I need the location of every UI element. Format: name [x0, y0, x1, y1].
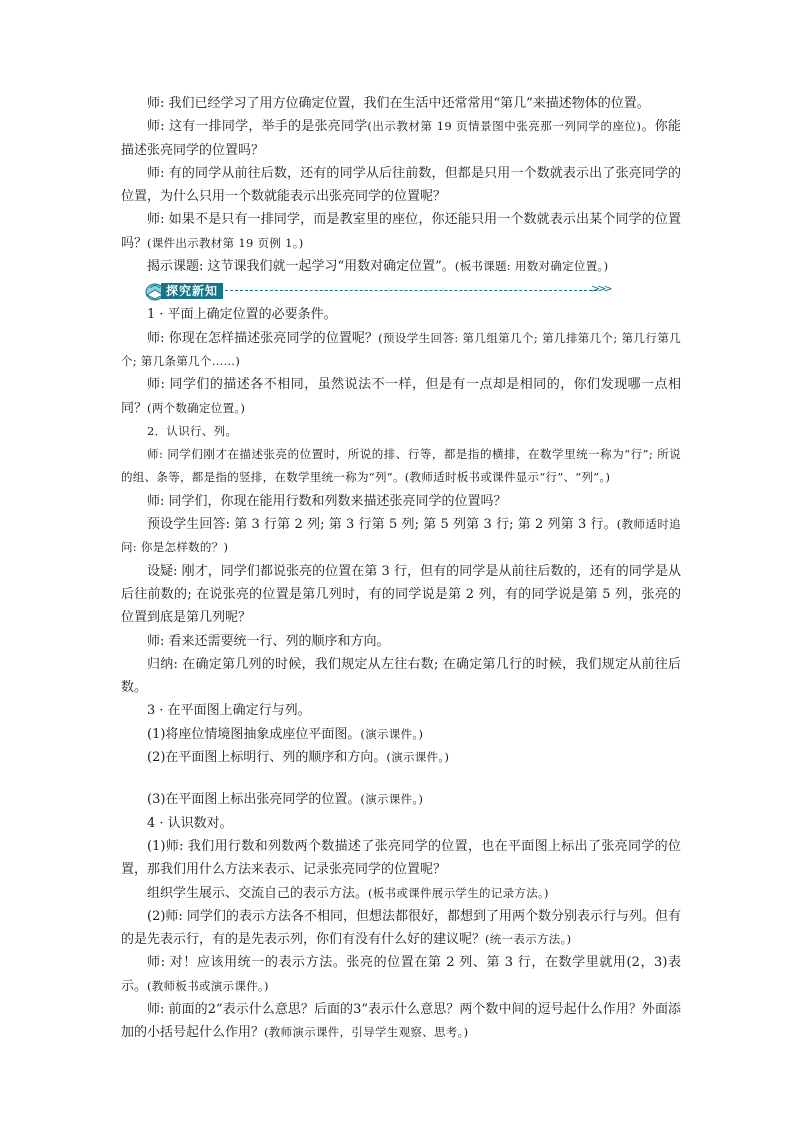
paragraph-text: 师: 我们已经学习了用方位确定位置，我们在生活中还常常用“第几”来描述物体的位置。 [147, 96, 650, 111]
paragraph-text: 师: 前面的2”表示什么意思？后面的3”表示什么意思？两个数中间的逗号起什么作用？外面添加的小括号起什么作用？ [121, 1001, 681, 1041]
teacher-note: (统一表示方法。) [485, 932, 572, 947]
banner-dashed-line [225, 290, 597, 291]
lesson-content [121, 92, 681, 1045]
paragraph [121, 115, 681, 162]
paragraph [121, 998, 681, 1045]
teacher-note: (两个数确定位置。) [147, 400, 246, 415]
paragraph-text: 师: 对！应该用统一的表示方法。张亮的位置在第 2 列、第 3 行，在数学里就用(2，3)表示。 [121, 955, 681, 994]
paragraph [121, 162, 681, 209]
explore-block [121, 303, 681, 769]
paragraph [121, 699, 681, 722]
paragraph-text: (1)师: 我们用行数和列数两个数描述了张亮同学的位置，也在平面图上标出了张亮同学的位置，那我们用什么方法来表示、记录张亮同学的位置呢？ [121, 838, 681, 878]
teacher-note: (预设学生回答: 第几组第几个; 第几排第几个; 第几行第几个; 第几条第几个……) [121, 330, 682, 368]
paragraph [121, 788, 681, 811]
paragraph [121, 327, 681, 374]
teacher-note: (教师演示课件，引导学生观察、思考。) [264, 1025, 469, 1040]
teacher-note: (课件出示教材第 19 页例 1。) [147, 235, 304, 250]
teacher-note: (演示课件。) [360, 726, 424, 741]
paragraph-text: 4 · 认识数对。 [147, 815, 233, 831]
teacher-note: (演示课件。) [360, 792, 424, 807]
section-banner [121, 280, 681, 303]
paragraph-text: 师: 同学们的描述各不相同，虽然说法不一样，但是有一点却是相同的，你们发现哪一点相同？ [121, 377, 681, 416]
paragraph [121, 882, 681, 905]
paragraph [121, 560, 681, 630]
paragraph-text: 师: 看来还需要统一行、列的顺序和方向。 [147, 633, 390, 649]
paragraph-text: 1 · 平面上确定位置的必要条件。 [147, 307, 337, 323]
paragraph [121, 905, 681, 952]
paragraph-text: (2)在平面图上标明行、列的顺序和方向。 [147, 750, 387, 766]
paragraph [121, 208, 681, 255]
paragraph-text: 归纳: 在确定第几列的时候，我们规定从左往右数; 在确定第几行的时候，我们规定从前往后数。 [121, 656, 681, 696]
paragraph [121, 513, 681, 560]
paragraph [121, 92, 681, 115]
paragraph [121, 373, 681, 420]
paragraph-text: (1)将座位情境图抽象成座位平面图。 [147, 726, 361, 742]
paragraph-text: 组织学生展示、交流自己的表示方法。 [147, 885, 369, 901]
teacher-note: 2．认识行、列。 [147, 423, 238, 438]
paragraph-text: 师: 这有一排同学，举手的是张亮同学 [147, 119, 368, 135]
paragraph-text: (2)师: 同学们的表示方法各不相同，但想法都很好，都想到了用两个数分别表示行与列。但有的是先表示行，有的是先表示列，你们有没有什么好的建议呢？ [121, 908, 681, 948]
paragraph [121, 835, 681, 882]
paragraph [121, 746, 681, 769]
intro-block [121, 92, 681, 278]
section-banner-label: 探究新知 [161, 283, 223, 299]
paragraph [121, 443, 681, 490]
teacher-note: (出示教材第 19 页情景图中张亮那一列同学的座位) [367, 119, 642, 134]
paragraph [121, 653, 681, 700]
teacher-note: (教师板书或演示课件。) [147, 978, 269, 993]
paragraph [121, 420, 681, 443]
paragraph [121, 255, 681, 278]
paragraph-text: 师: 如果不是只有一排同学，而是教室里的座位，你还能只用一个数就表示出某个同学的位置吗？ [121, 212, 681, 251]
paragraph [121, 303, 681, 326]
teacher-note: 师: 同学们刚才在描述张亮的位置时，所说的排、行等，都是指的横排，在数学里统一称为“行”; 所说的组、条等，都是指的竖排，在数学里统一称为“列”。(教师适时板书或课件显示“行”、“列”。) [121, 447, 681, 485]
paragraph-text: 预设学生回答: 第 3 行第 2 列; 第 3 行第 5 列; 第 5 列第 3 行; 第 2 列第 3 行。 [147, 517, 617, 533]
teacher-note: (演示课件。) [386, 750, 450, 765]
teacher-note: (板书或课件展示学生的记录方法。) [368, 885, 549, 900]
paragraph-text: 师: 同学们，你现在能用行数和列数来描述张亮同学的位置吗？ [147, 493, 507, 509]
paragraph [121, 630, 681, 653]
paragraph-text: 设疑: 刚才，同学们都说张亮的位置在第 3 行，但有的同学是从前往后数的，还有的同学是从后往前数的; 在说张亮的位置是第几列时，有的同学说是第 2 列，有的同学说是第 5 列，张亮的位置到底是第几列呢？ [121, 563, 681, 626]
paragraph-text: 师: 你现在怎样描述张亮同学的位置呢？ [147, 330, 379, 346]
teacher-note: (板书课题: 用数对确定位置。) [454, 259, 609, 274]
paragraph-text: 揭示课题: 这节课我们就一起学习“用数对确定位置”。 [147, 259, 455, 275]
paragraph [121, 951, 681, 998]
paragraph-text: 师: 有的同学从前往后数，还有的同学从后往前数，但都是只用一个数就表示出了张亮同学的位置，为什么只用一个数就能表示出张亮同学的位置呢？ [121, 165, 681, 205]
paragraph-text: (3)在平面图上标出张亮同学的位置。 [147, 792, 361, 808]
paragraph [121, 723, 681, 746]
paragraph-text: 3 · 在平面图上确定行与列。 [147, 703, 311, 719]
number-pair-block [121, 788, 681, 1044]
banner-arrows: >>> [591, 282, 610, 296]
paragraph [121, 812, 681, 835]
blank-gap [121, 769, 681, 788]
teacher-note: (教师适时追问: 你是怎样数的？) [121, 517, 681, 555]
paragraph-text-continued: 。你能描述张亮同学的位置吗？ [121, 119, 681, 158]
paragraph [121, 490, 681, 513]
